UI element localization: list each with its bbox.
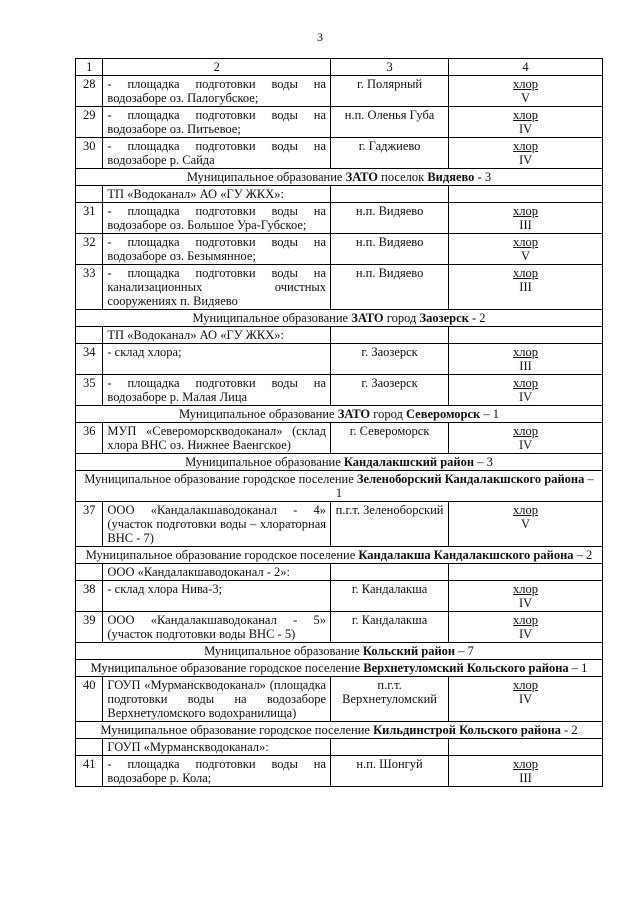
- row-number: 33: [76, 265, 103, 310]
- section-row: [76, 310, 603, 327]
- hazard-cell: [449, 234, 603, 265]
- section-row: [76, 471, 603, 502]
- hazard-cell: [449, 502, 603, 547]
- facility-name: - площадка подготовки воды на водозаборе оз. Большое Ура-Губское;: [103, 203, 331, 234]
- section-bold: ЗАТО: [345, 170, 379, 184]
- section-heading: [76, 406, 603, 423]
- org-name: ГОУП «Мурманскводоканал»:: [103, 739, 331, 756]
- section-heading: [76, 643, 603, 660]
- org-hazard-empty: [449, 186, 603, 203]
- section-row: [76, 169, 603, 186]
- section-prefix: Муниципальное образование городское поселение: [84, 472, 357, 486]
- facility-name: - склад хлора Нива-3;: [103, 581, 331, 612]
- section-prefix: Муниципальное образование: [185, 455, 344, 469]
- hazard-class: IV: [518, 627, 533, 641]
- org-number-empty: [76, 739, 103, 756]
- hazard-substance: хлор: [513, 204, 539, 218]
- section-heading: [76, 722, 603, 739]
- facility-name: ООО «Кандалакшаводоканал - 5» (участок подготовки воды ВНС - 5): [103, 612, 331, 643]
- facility-name: - площадка подготовки воды на водозаборе р. Кола;: [103, 756, 331, 787]
- hazard-substance: хлор: [513, 108, 539, 122]
- facility-name: - площадка подготовки воды на водозаборе оз. Безымянное;: [103, 234, 331, 265]
- hazard-class: IV: [518, 596, 533, 610]
- hazard-class: IV: [518, 122, 533, 136]
- facility-name: ГОУП «Мурманскводоканал» (площадка подготовки воды на водозаборе Верхнетуломского водохранилища): [103, 677, 331, 722]
- column-header-1: 1: [76, 59, 103, 76]
- row-number: 34: [76, 344, 103, 375]
- hazard-class: V: [521, 91, 531, 105]
- hazard-substance: хлор: [513, 503, 539, 517]
- section-heading: [76, 471, 603, 502]
- row-number: 40: [76, 677, 103, 722]
- org-row: [76, 739, 603, 756]
- facility-name: - площадка подготовки воды на водозаборе р. Сайда: [103, 138, 331, 169]
- facilities-table: [75, 58, 603, 787]
- section-row: [76, 722, 603, 739]
- section-suffix: – 1: [480, 407, 500, 421]
- hazard-cell: [449, 107, 603, 138]
- section-suffix: - 2: [468, 311, 486, 325]
- section-bold: Верхнетуломский Кольского района: [363, 661, 569, 675]
- hazard-cell: [449, 138, 603, 169]
- section-bold: Кольский район: [362, 644, 456, 658]
- hazard-class: III: [519, 218, 532, 232]
- table-row: [76, 234, 603, 265]
- org-location-empty: [331, 327, 449, 344]
- facility-location: г. Заозерск: [331, 375, 449, 406]
- column-header-4: 4: [449, 59, 603, 76]
- section-suffix: – 7: [455, 644, 474, 658]
- hazard-class: IV: [518, 692, 533, 706]
- hazard-cell: [449, 76, 603, 107]
- section-prefix: Муниципальное образование: [192, 311, 352, 325]
- org-location-empty: [331, 739, 449, 756]
- row-number: 36: [76, 423, 103, 454]
- org-name: ООО «Кандалакшаводоканал - 2»:: [103, 564, 331, 581]
- section-heading: [76, 169, 603, 186]
- section-row: [76, 547, 603, 564]
- section-bold: Кандалакша Кандалакшского района: [358, 548, 574, 562]
- facility-location: г. Кандалакша: [331, 612, 449, 643]
- org-number-empty: [76, 186, 103, 203]
- section-suffix: – 3: [474, 455, 493, 469]
- facility-location: п.г.т. Верхнетуломский: [331, 677, 449, 722]
- section-middle: город: [370, 407, 406, 421]
- row-number: 35: [76, 375, 103, 406]
- org-name: ТП «Водоканал» АО «ГУ ЖКХ»:: [103, 327, 331, 344]
- hazard-substance: хлор: [513, 424, 539, 438]
- facility-name: - площадка подготовки воды на водозаборе оз. Питьевое;: [103, 107, 331, 138]
- org-row: [76, 564, 603, 581]
- org-hazard-empty: [449, 739, 603, 756]
- section-prefix: Муниципальное образование городское поселение: [90, 661, 364, 675]
- hazard-cell: [449, 265, 603, 310]
- section-bold: Кильдинстрой Кольского района: [373, 723, 561, 737]
- row-number: 39: [76, 612, 103, 643]
- hazard-class: III: [519, 280, 532, 294]
- hazard-class: V: [521, 249, 531, 263]
- section-bold: ЗАТО: [337, 407, 371, 421]
- section-bold-2: Видяево: [427, 170, 475, 184]
- facility-location: н.п. Оленья Губа: [331, 107, 449, 138]
- org-name: ТП «Водоканал» АО «ГУ ЖКХ»:: [103, 186, 331, 203]
- facilities-table-body: [76, 59, 603, 787]
- column-header-3: 3: [331, 59, 449, 76]
- org-hazard-empty: [449, 564, 603, 581]
- hazard-substance: хлор: [513, 139, 539, 153]
- hazard-cell: [449, 375, 603, 406]
- table-row: [76, 612, 603, 643]
- hazard-substance: хлор: [513, 345, 539, 359]
- hazard-class: IV: [518, 390, 533, 404]
- hazard-substance: хлор: [513, 235, 539, 249]
- hazard-class: III: [519, 359, 532, 373]
- facility-name: МУП «Североморскводоканал» (склад хлора ВНС оз. Нижнее Ваенгское): [103, 423, 331, 454]
- table-row: [76, 502, 603, 547]
- table-row: [76, 76, 603, 107]
- org-row: [76, 327, 603, 344]
- section-row: [76, 643, 603, 660]
- row-number: 38: [76, 581, 103, 612]
- section-suffix: – 1: [568, 661, 588, 675]
- hazard-substance: хлор: [513, 613, 539, 627]
- table-row: [76, 677, 603, 722]
- hazard-cell: [449, 612, 603, 643]
- hazard-class: IV: [518, 153, 533, 167]
- org-number-empty: [76, 327, 103, 344]
- section-prefix: Муниципальное образование городское поселение: [100, 723, 374, 737]
- column-header-2: 2: [103, 59, 331, 76]
- hazard-cell: [449, 581, 603, 612]
- org-hazard-empty: [449, 327, 603, 344]
- section-bold: ЗАТО: [351, 311, 384, 325]
- facility-location: н.п. Видяево: [331, 234, 449, 265]
- hazard-cell: [449, 423, 603, 454]
- hazard-class: III: [519, 771, 532, 785]
- hazard-substance: хлор: [513, 678, 539, 692]
- facility-location: н.п. Видяево: [331, 265, 449, 310]
- section-row: [76, 454, 603, 471]
- section-heading: [76, 660, 603, 677]
- row-number: 30: [76, 138, 103, 169]
- hazard-substance: хлор: [513, 376, 539, 390]
- org-row: [76, 186, 603, 203]
- facility-name: - площадка подготовки воды на канализационных очистных сооружениях п. Видяево: [103, 265, 331, 310]
- section-heading: [76, 454, 603, 471]
- table-row: [76, 344, 603, 375]
- table-row: [76, 107, 603, 138]
- table-row: [76, 423, 603, 454]
- row-number: 41: [76, 756, 103, 787]
- row-number: 31: [76, 203, 103, 234]
- section-suffix: – 1: [335, 472, 594, 500]
- facility-location: п.г.т. Зеленоборский: [331, 502, 449, 547]
- hazard-cell: [449, 756, 603, 787]
- hazard-substance: хлор: [513, 266, 539, 280]
- section-middle: поселок: [378, 170, 428, 184]
- section-heading: [76, 547, 603, 564]
- table-row: [76, 203, 603, 234]
- hazard-substance: хлор: [513, 77, 539, 91]
- section-suffix: - 2: [560, 723, 578, 737]
- row-number: 29: [76, 107, 103, 138]
- section-middle: город: [383, 311, 420, 325]
- column-header-row: [76, 59, 603, 76]
- facility-location: н.п. Видяево: [331, 203, 449, 234]
- facility-location: г. Заозерск: [331, 344, 449, 375]
- row-number: 32: [76, 234, 103, 265]
- row-number: 37: [76, 502, 103, 547]
- table-row: [76, 375, 603, 406]
- section-bold-2: Заозерск: [419, 311, 469, 325]
- facility-name: - площадка подготовки воды на водозаборе оз. Палогубское;: [103, 76, 331, 107]
- facility-name: - склад хлора;: [103, 344, 331, 375]
- section-heading: [76, 310, 603, 327]
- section-suffix: – 2: [573, 548, 593, 562]
- table-row: [76, 581, 603, 612]
- hazard-cell: [449, 203, 603, 234]
- page-number: 3: [317, 30, 323, 44]
- table-row: [76, 265, 603, 310]
- hazard-class: IV: [518, 438, 533, 452]
- table-row: [76, 138, 603, 169]
- facility-location: г. Гаджиево: [331, 138, 449, 169]
- section-row: [76, 406, 603, 423]
- facility-location: г. Североморск: [331, 423, 449, 454]
- facility-location: г. Кандалакша: [331, 581, 449, 612]
- section-bold: Кандалакшский район: [343, 455, 475, 469]
- hazard-class: V: [521, 517, 531, 531]
- section-bold: Зеленоборский Кандалакшского района: [356, 472, 585, 486]
- section-prefix: Муниципальное образование: [186, 170, 346, 184]
- facility-location: н.п. Шонгуй: [331, 756, 449, 787]
- row-number: 28: [76, 76, 103, 107]
- section-suffix: - 3: [474, 170, 492, 184]
- hazard-substance: хлор: [513, 582, 539, 596]
- section-bold-2: Североморск: [405, 407, 481, 421]
- section-prefix: Муниципальное образование: [178, 407, 338, 421]
- facility-name: ООО «Кандалакшаводоканал - 4» (участок подготовки воды – хлораторная ВНС - 7): [103, 502, 331, 547]
- facility-name: - площадка подготовки воды на водозаборе р. Малая Лица: [103, 375, 331, 406]
- section-row: [76, 660, 603, 677]
- section-prefix: Муниципальное образование: [204, 644, 363, 658]
- section-prefix: Муниципальное образование городское поселение: [85, 548, 359, 562]
- org-location-empty: [331, 564, 449, 581]
- table-row: [76, 756, 603, 787]
- hazard-cell: [449, 344, 603, 375]
- org-number-empty: [76, 564, 103, 581]
- facility-location: г. Полярный: [331, 76, 449, 107]
- hazard-cell: [449, 677, 603, 722]
- org-location-empty: [331, 186, 449, 203]
- hazard-substance: хлор: [513, 757, 539, 771]
